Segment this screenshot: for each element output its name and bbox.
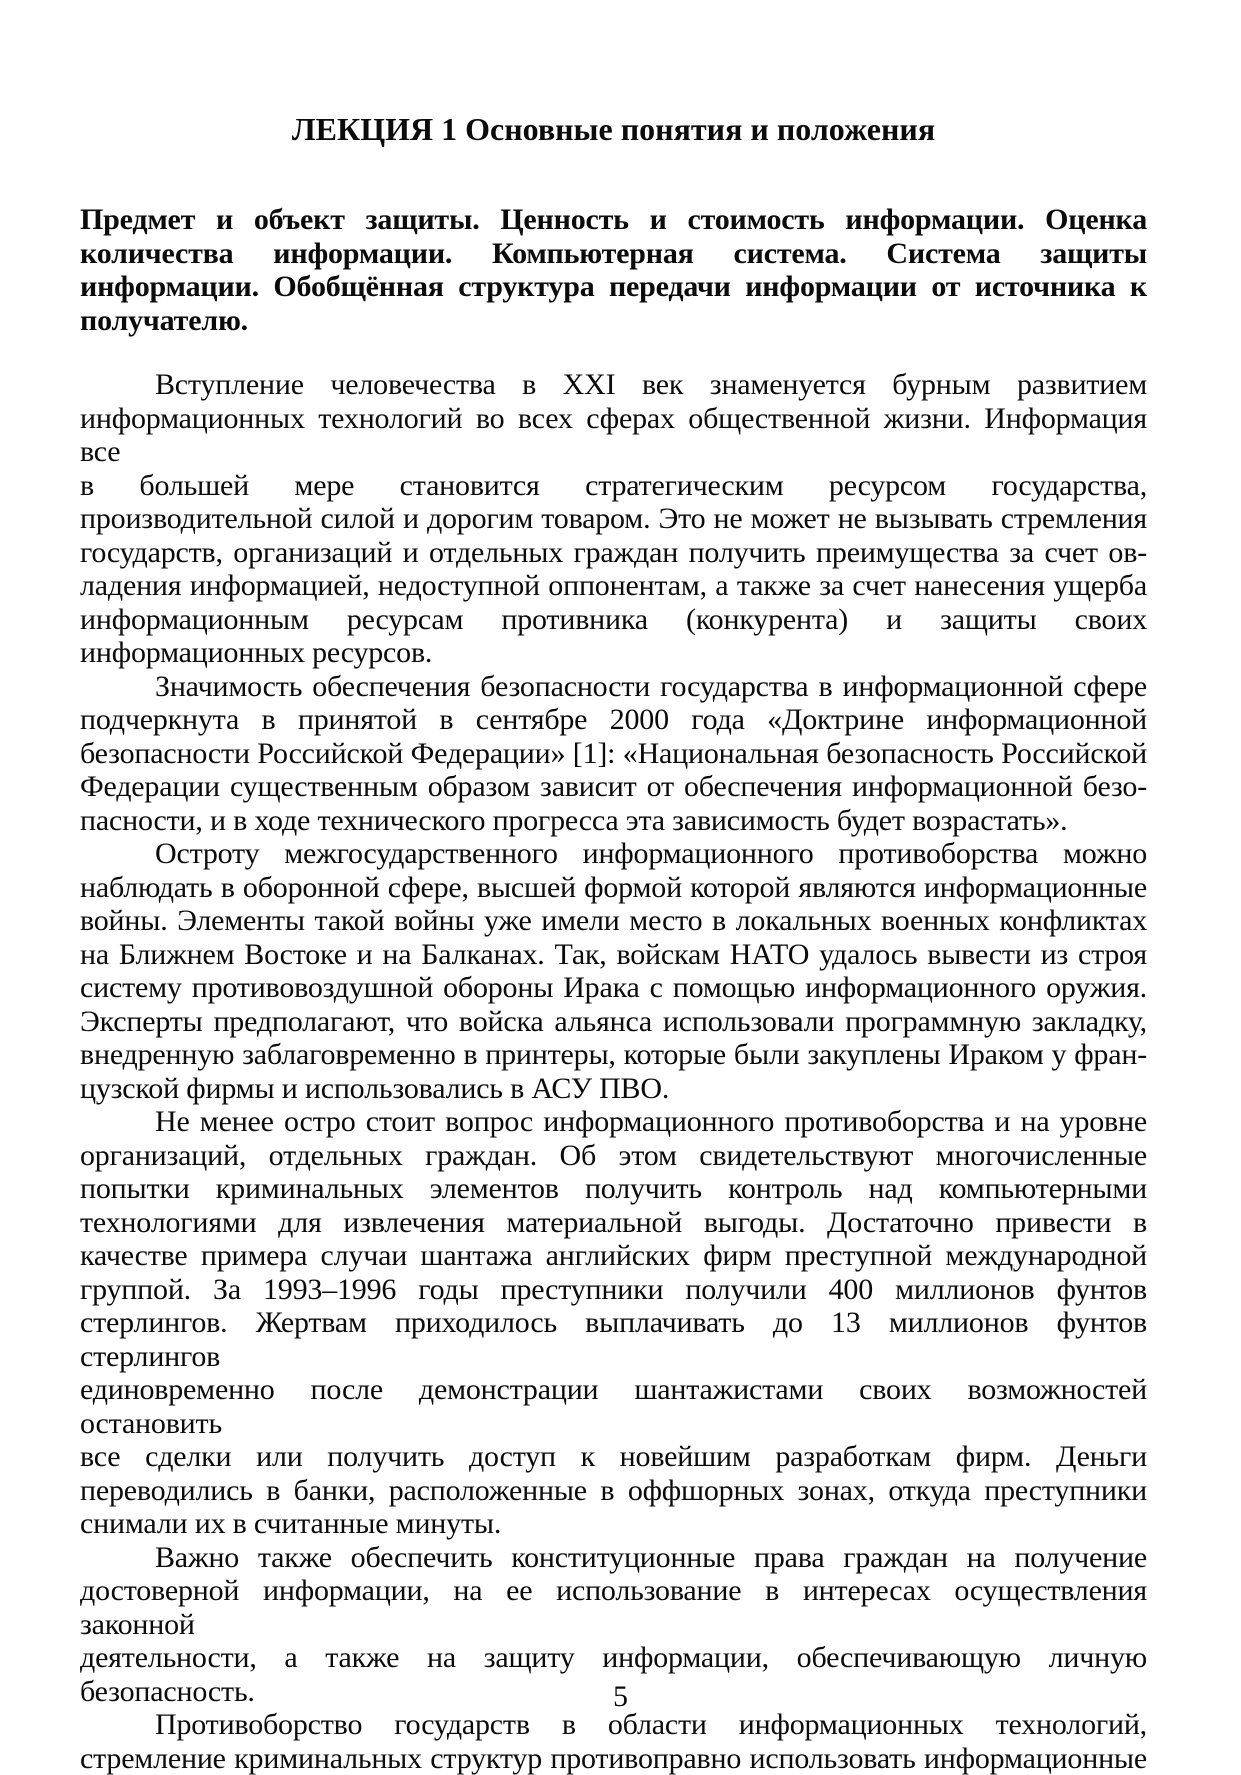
text-line: Вступление человечества в XXI век знаменуется бурным развитием xyxy=(80,368,1147,402)
text-line: достоверной информации, на ее использование в интересах осуществления законной xyxy=(80,1574,1147,1641)
text-line: организаций, отдельных граждан. Об этом свидетельствуют многочисленные xyxy=(80,1139,1147,1173)
text-line: Важно также обеспечить конституционные права граждан на получение xyxy=(80,1541,1147,1575)
text-line: информационным ресурсам противника (конкурента) и защиты своих xyxy=(80,603,1147,637)
text-line: деятельности, а также на защиту информации, обеспечивающую личную xyxy=(80,1641,1147,1675)
text-line: получателю. xyxy=(80,304,1147,338)
text-line: попытки криминальных элементов получить контроль над компьютерными xyxy=(80,1172,1147,1206)
text-line: информационных технологий во всех сферах общественной жизни. Информация все xyxy=(80,402,1147,469)
text-line: Не менее остро стоит вопрос информационного противоборства и на уровне xyxy=(80,1105,1147,1139)
text-line: подчеркнута в принятой в сентябре 2000 года «Доктрине информационной xyxy=(80,703,1147,737)
text-line: Противоборство государств в области информационных технологий, xyxy=(80,1708,1147,1742)
body-text xyxy=(80,368,1147,1775)
text-line: пасности, и в ходе технического прогресса эта зависимость будет возрастать». xyxy=(80,804,1147,838)
text-line: внедренную заблаговременно в принтеры, которые были закуплены Ираком у фран- xyxy=(80,1038,1147,1072)
text-line: Значимость обеспечения безопасности государства в информационной сфере xyxy=(80,670,1147,704)
text-line: на Ближнем Востоке и на Балканах. Так, войскам НАТО удалось вывести из строя xyxy=(80,938,1147,972)
text-line: качестве примера случаи шантажа английских фирм преступной международной xyxy=(80,1239,1147,1273)
text-line: технологиями для извлечения материальной выгоды. Достаточно привести в xyxy=(80,1206,1147,1240)
text-line: систему противовоздушной обороны Ирака с помощью информационного оружия. xyxy=(80,971,1147,1005)
text-line: войны. Элементы такой войны уже имели место в локальных военных конфликтах xyxy=(80,904,1147,938)
page-title: ЛЕКЦИЯ 1 Основные понятия и положения xyxy=(80,0,1147,148)
text-line: стерлингов. Жертвам приходилось выплачивать до 13 миллионов фунтов стерлингов xyxy=(80,1306,1147,1373)
text-line: производительной силой и дорогим товаром. Это не может не вызывать стремления xyxy=(80,502,1147,536)
text-line: единовременно после демонстрации шантажистами своих возможностей остановить xyxy=(80,1373,1147,1440)
text-line: информационных ресурсов. xyxy=(80,636,1147,670)
page-number: 5 xyxy=(0,1680,1241,1714)
text-line: безопасность. xyxy=(80,1675,1147,1709)
abstract-paragraph xyxy=(80,203,1147,337)
text-line: снимали их в считанные минуты. xyxy=(80,1507,1147,1541)
text-line: Эксперты предполагают, что войска альянса использовали программную закладку, xyxy=(80,1005,1147,1039)
text-line: все сделки или получить доступ к новейшим разработкам фирм. Деньги xyxy=(80,1440,1147,1474)
text-line: информации. Обобщённая структура передачи информации от источника к xyxy=(80,270,1147,304)
text-line: наблюдать в оборонной сфере, высшей формой которой являются информационные xyxy=(80,871,1147,905)
text-line: стремление криминальных структур противоправно использовать информационные xyxy=(80,1742,1147,1775)
text-line: Остроту межгосударственного информационного противоборства можно xyxy=(80,837,1147,871)
text-line: переводились в банки, расположенные в оффшорных зонах, откуда преступники xyxy=(80,1474,1147,1508)
text-line: безопасности Российской Федерации» [1]: «Национальная безопасность Российской xyxy=(80,737,1147,771)
text-line: цузской фирмы и использовались в АСУ ПВО. xyxy=(80,1072,1147,1106)
text-line: количества информации. Компьютерная система. Система защиты xyxy=(80,237,1147,271)
text-line: государств, организаций и отдельных граждан получить преимущества за счет ов- xyxy=(80,536,1147,570)
text-line: Предмет и объект защиты. Ценность и стоимость информации. Оценка xyxy=(80,203,1147,237)
text-line: Федерации существенным образом зависит от обеспечения информационной безо- xyxy=(80,770,1147,804)
text-line: ладения информацией, недоступной оппонентам, а также за счет нанесения ущерба xyxy=(80,569,1147,603)
text-line: группой. За 1993–1996 годы преступники получили 400 миллионов фунтов xyxy=(80,1273,1147,1307)
text-line: в большей мере становится стратегическим ресурсом государства, xyxy=(80,469,1147,503)
